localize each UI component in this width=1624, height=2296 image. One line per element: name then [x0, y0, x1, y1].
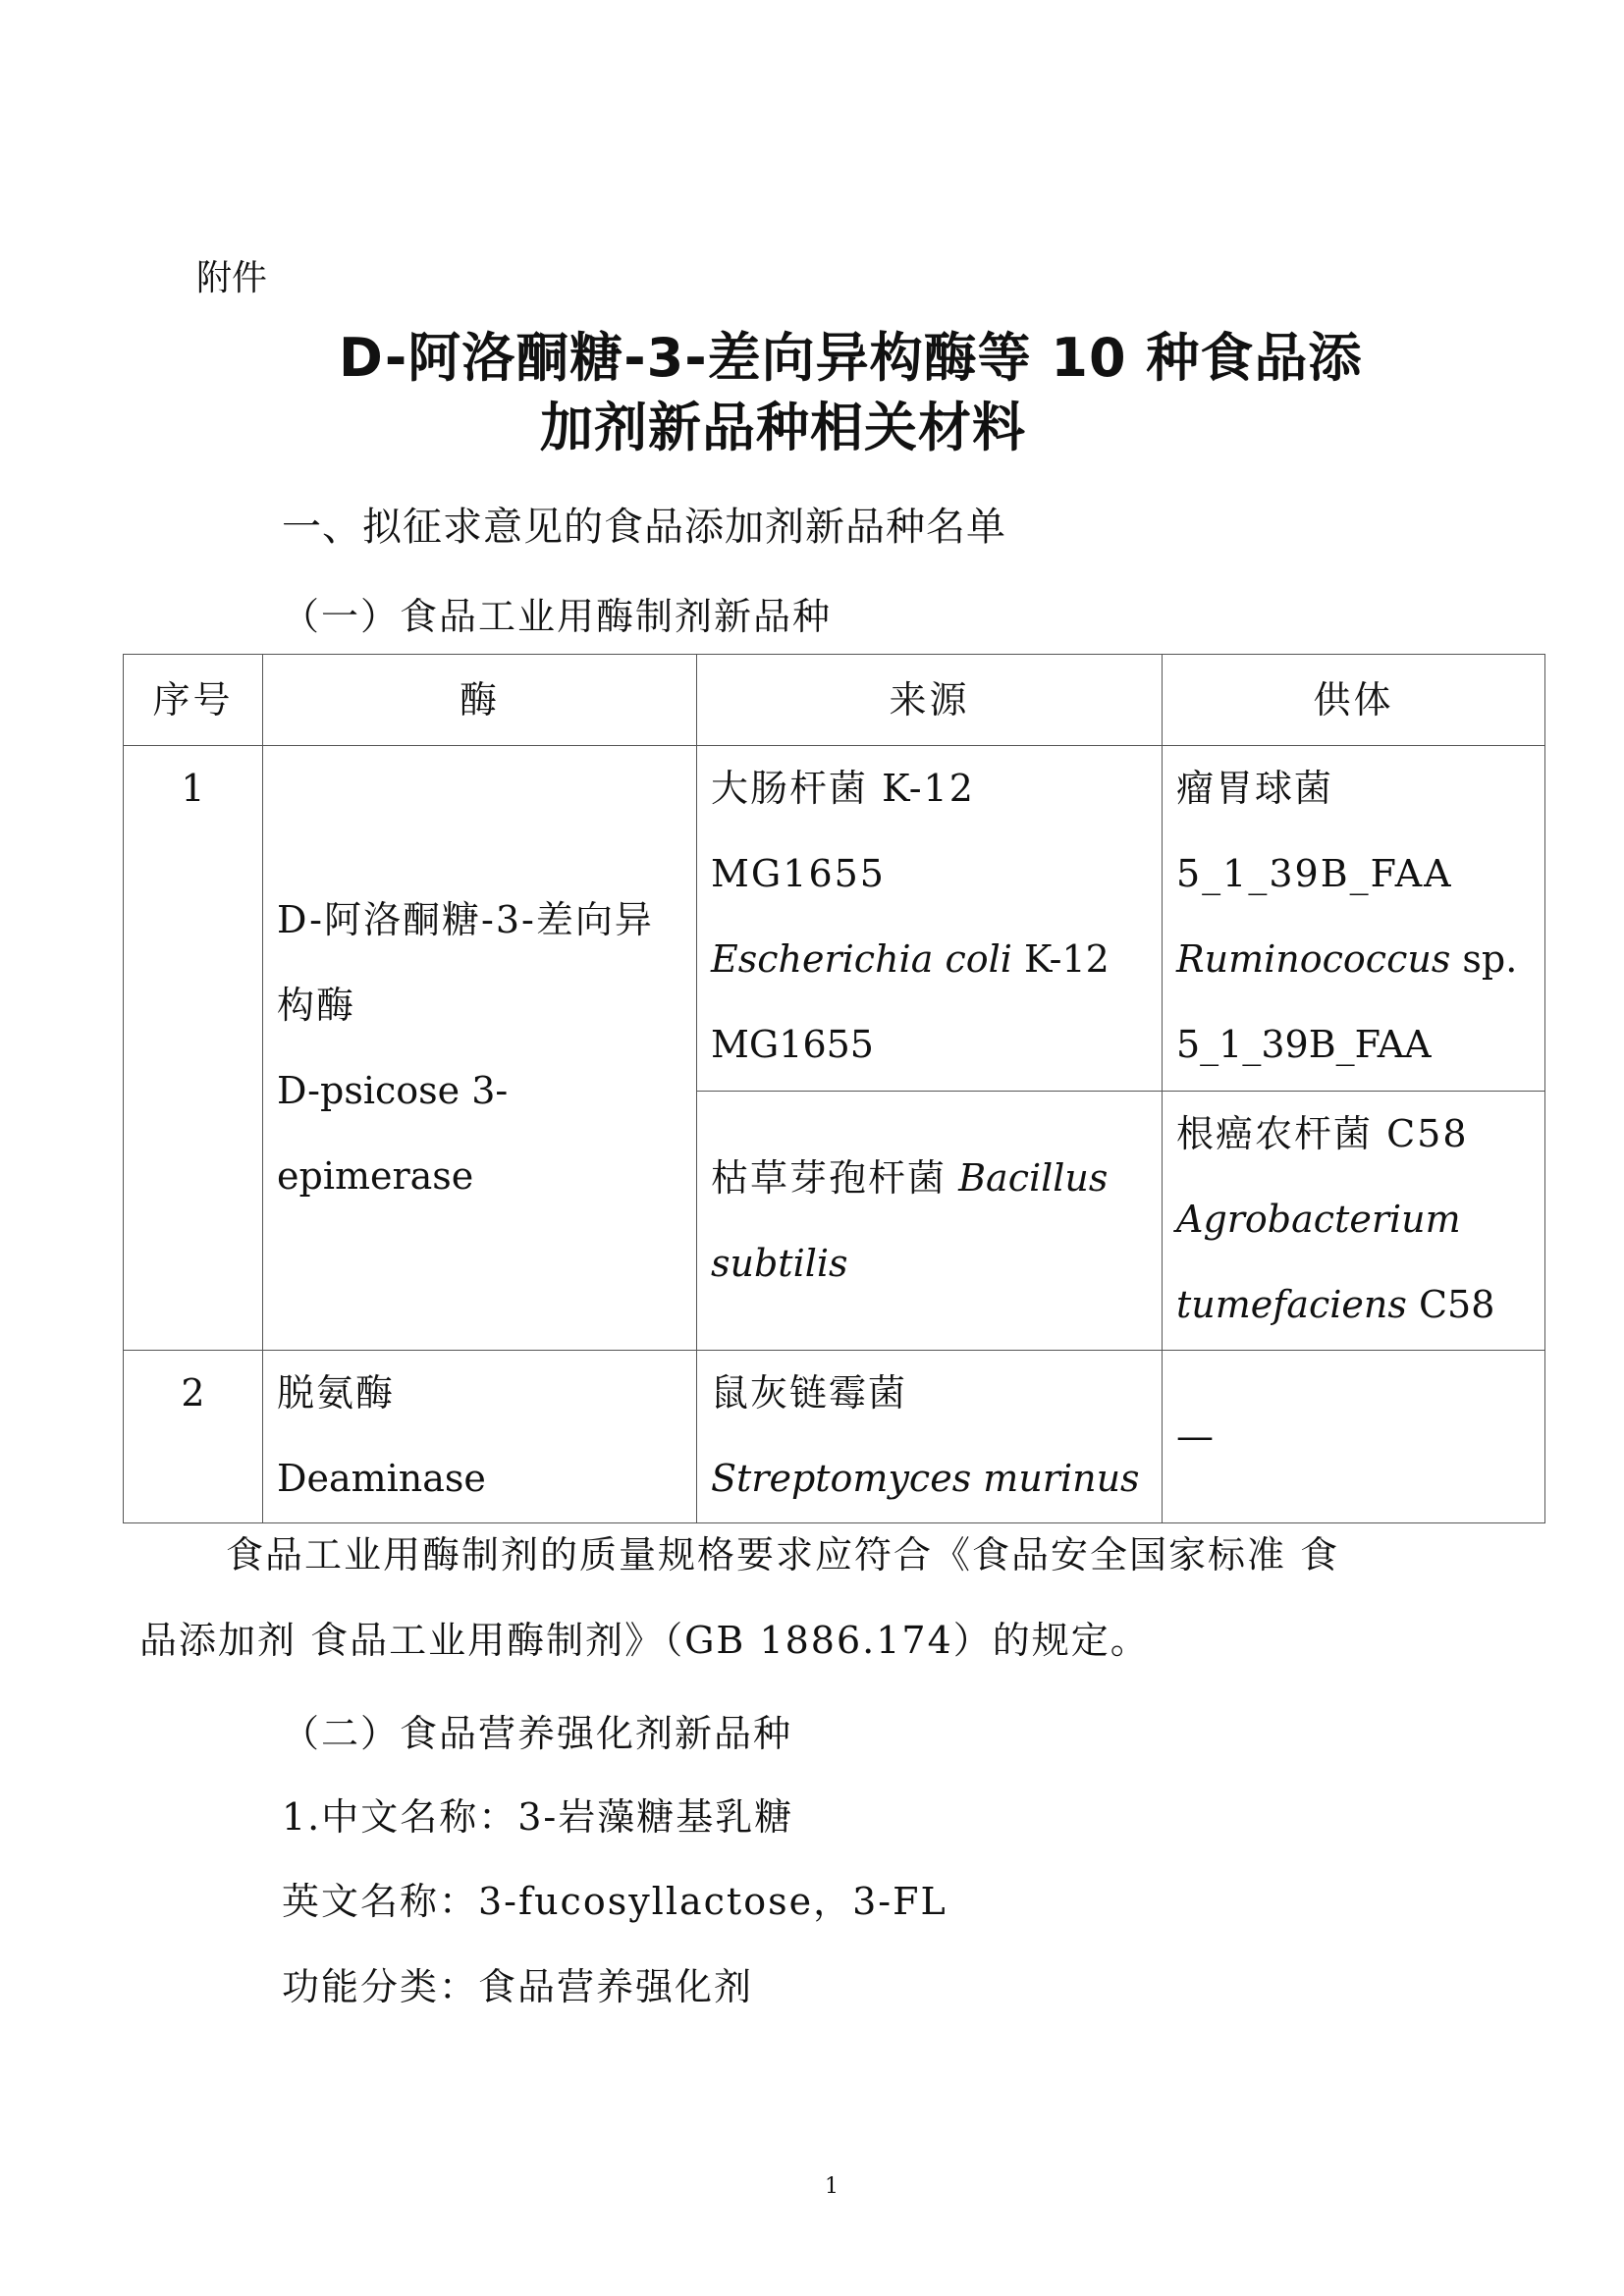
- subsection-heading-enzymes: （一）食品工业用酶制剂新品种: [282, 595, 833, 638]
- enzyme-table: [123, 654, 1545, 1523]
- donor-latin: Agrobacterium tumefaciens: [1176, 1198, 1461, 1326]
- header-source: 来源: [697, 655, 1163, 746]
- donor-cn: 根癌农杆菌 C58: [1176, 1112, 1469, 1155]
- header-index: 序号: [124, 655, 263, 746]
- enzyme-name-cell: [263, 746, 697, 1351]
- enzyme-name-cell: [263, 1351, 697, 1523]
- enzyme-spec-note-line-2: 品添加剂 食品工业用酶制剂》（GB 1886.174）的规定。: [139, 1619, 1150, 1662]
- document-title-line-2: 加剂新品种相关材料: [540, 397, 1026, 458]
- donor-latin: Ruminococcus: [1176, 937, 1451, 981]
- source-cell: [697, 746, 1163, 1092]
- donor-suffix: sp. 5_1_39B_FAA: [1176, 937, 1518, 1066]
- row-index: 2: [124, 1351, 263, 1523]
- source-latin: Bacillus subtilis: [711, 1155, 1109, 1285]
- source-cn: 大肠杆菌 K-12 MG1655: [711, 767, 975, 895]
- attachment-label: 附件: [196, 258, 268, 298]
- source-suffix: K-12 MG1655: [711, 937, 1110, 1066]
- source-cell: [697, 1351, 1163, 1523]
- enzyme-name-cn: 脱氨酶: [277, 1371, 396, 1415]
- source-cn: 鼠灰链霉菌: [711, 1371, 908, 1415]
- enzyme-name-en: D-psicose 3-epimerase: [277, 1068, 509, 1198]
- table-header-row: [124, 655, 1545, 746]
- subsection-heading-nutrients: （二）食品营养强化剂新品种: [282, 1712, 793, 1755]
- donor-cn: 瘤胃球菌 5_1_39B_FAA: [1176, 767, 1453, 895]
- donor-cn: —: [1176, 1415, 1214, 1458]
- table-row: [124, 1351, 1545, 1523]
- enzyme-spec-note-line-1: 食品工业用酶制剂的质量规格要求应符合《食品安全国家标准 食: [226, 1533, 1340, 1576]
- table-row: [124, 746, 1545, 1092]
- chinese-name-field: 1.中文名称：3-岩藻糖基乳糖: [282, 1795, 794, 1839]
- enzyme-name-cn: D-阿洛酮糖-3-差向异构酶: [277, 897, 654, 1027]
- header-donor: 供体: [1163, 655, 1545, 746]
- source-latin: Streptomyces murinus: [711, 1457, 1140, 1500]
- row-index: 1: [124, 746, 263, 1351]
- section-heading: 一、拟征求意见的食品添加剂新品种名单: [282, 505, 1006, 550]
- enzyme-name-en: Deaminase: [277, 1457, 486, 1500]
- donor-cell: [1163, 746, 1545, 1092]
- source-cell: [697, 1092, 1163, 1351]
- header-enzyme: 酶: [263, 655, 697, 746]
- donor-suffix: C58: [1418, 1283, 1495, 1326]
- source-cn: 枯草芽孢杆菌: [711, 1155, 947, 1200]
- donor-cell: [1163, 1351, 1545, 1523]
- document-title-line-1: D-阿洛酮糖-3-差向异构酶等 10 种食品添: [339, 327, 1363, 389]
- function-category-field: 功能分类：食品营养强化剂: [282, 1965, 754, 2008]
- page-number: 1: [825, 2174, 839, 2199]
- source-latin: Escherichia coli: [711, 937, 1012, 981]
- donor-cell: [1163, 1092, 1545, 1351]
- english-name-field: 英文名称：3-fucosyllactose，3-FL: [282, 1880, 947, 1923]
